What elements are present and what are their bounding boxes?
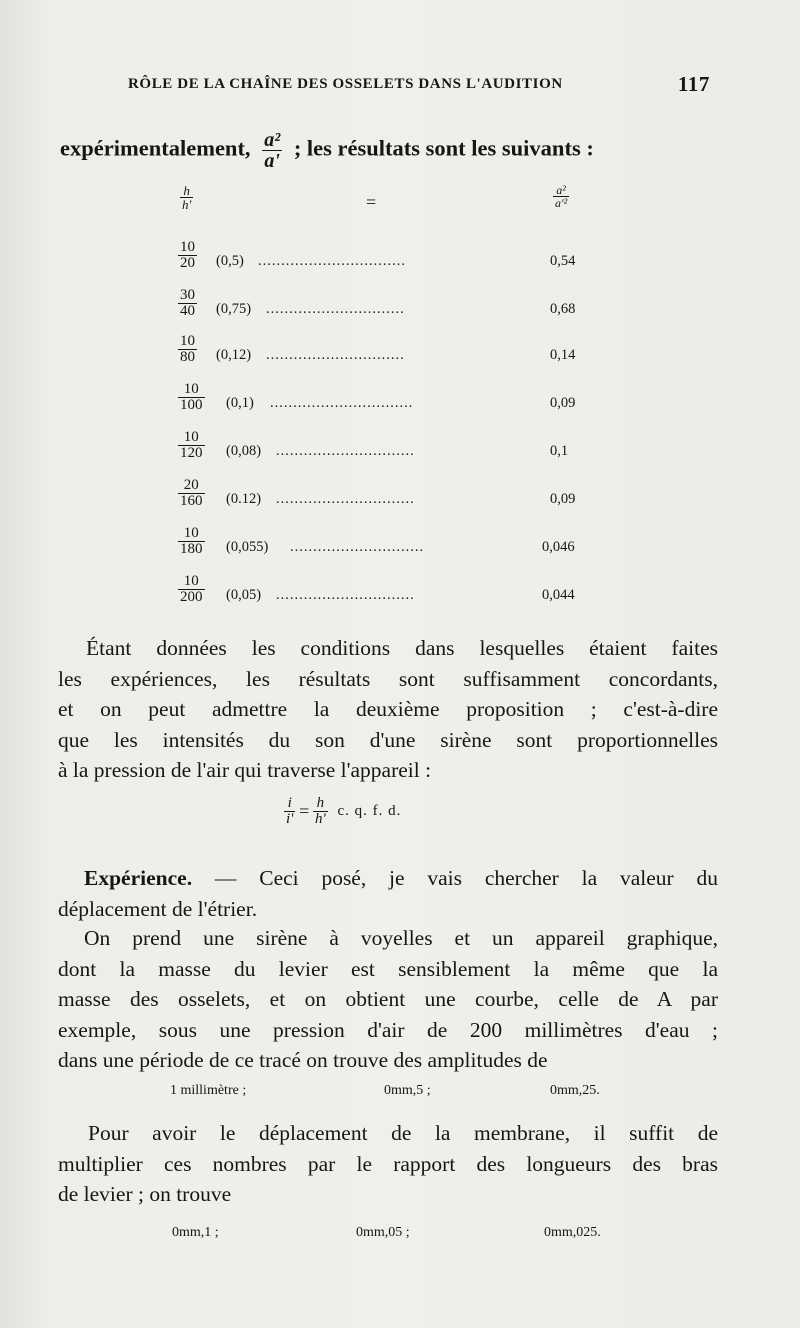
- page-number: 117: [677, 72, 710, 96]
- row-fraction: [178, 288, 197, 319]
- row-ratio: (0,05): [226, 587, 262, 603]
- measurement-item: 1 millimètre ;: [170, 1083, 247, 1098]
- paragraph-experience: [58, 863, 718, 924]
- measurement-item: 0mm,25.: [550, 1083, 600, 1098]
- paragraph-method: [58, 923, 718, 1076]
- intro-frac-den: a': [264, 150, 280, 172]
- formula-left-fraction: [284, 796, 295, 827]
- formula: [284, 796, 401, 827]
- table-row: [178, 288, 598, 334]
- row-fraction: [178, 334, 197, 365]
- row-result: 0,044: [542, 587, 575, 603]
- row-num: 10: [178, 526, 205, 542]
- row-den: 100: [180, 397, 203, 413]
- table-row: [178, 574, 598, 620]
- row-num: 10: [180, 239, 195, 255]
- measurement-item: 0mm,1 ;: [172, 1225, 219, 1240]
- column-header-right-fraction: [553, 184, 569, 209]
- formula-right-fraction: [313, 796, 328, 827]
- row-ratio: (0,75): [216, 301, 252, 317]
- row-fraction: [178, 574, 205, 605]
- column-header-left: [180, 184, 193, 211]
- row-den: 80: [180, 349, 195, 365]
- row-result: 0,046: [542, 539, 575, 555]
- row-result: 0,68: [550, 301, 576, 317]
- text-line: Étant données les conditions dans lesquelles étaient faites: [86, 636, 718, 660]
- row-ratio: (0.12): [226, 491, 262, 507]
- row-result: 0,1: [550, 443, 569, 459]
- row-fraction: [178, 478, 205, 509]
- row-leader-dots: ..............................: [276, 587, 415, 603]
- row-num: 20: [178, 478, 205, 494]
- formula-qed: c. q. f. d.: [337, 803, 402, 819]
- text-line: que les intensités du son d'une sirène sont proportionnelles: [58, 727, 718, 752]
- column-header-left-num: h: [180, 184, 193, 198]
- row-num: 10: [178, 574, 205, 590]
- text-line: [58, 863, 718, 894]
- row-result: 0,09: [550, 491, 576, 507]
- text-line: dans une période de ce tracé on trouve des amplitudes de: [58, 1048, 548, 1073]
- row-result: 0,14: [550, 347, 576, 363]
- row-fraction: [178, 526, 205, 557]
- formula-left-num: i: [284, 796, 295, 812]
- text-line: de levier ; on trouve: [58, 1182, 232, 1207]
- measurement-item: 0mm,5 ;: [384, 1083, 431, 1098]
- row-ratio: (0,055): [226, 539, 269, 555]
- row-leader-dots: ..............................: [266, 347, 405, 363]
- text-line: les expériences, les résultats sont suffisamment concordants,: [58, 666, 718, 691]
- row-ratio: (0,5): [216, 253, 244, 269]
- row-num: 30: [180, 287, 195, 303]
- row-leader-dots: ..............................: [266, 301, 405, 317]
- row-fraction: [178, 382, 205, 413]
- text-line: Pour avoir le déplacement de la membrane, il suffit de: [88, 1121, 718, 1145]
- row-result: 0,54: [550, 253, 576, 269]
- intro-line: [60, 130, 594, 171]
- table-row: [178, 526, 598, 572]
- row-leader-dots: .............................: [290, 539, 425, 555]
- column-header-equals: =: [366, 192, 377, 212]
- text-line: multiplier ces nombres par le rapport des longueurs des bras: [58, 1151, 718, 1176]
- table-row: [178, 478, 598, 524]
- table-row: [178, 334, 598, 380]
- row-den: 200: [180, 589, 203, 605]
- text-line: masse des osselets, et on obtient une courbe, celle de A par: [58, 987, 718, 1012]
- text-line: On prend une sirène à voyelles et un appareil graphique,: [84, 926, 718, 950]
- paragraph-conclusion: [58, 633, 718, 786]
- row-den: 20: [180, 255, 195, 271]
- intro-text-before: expérimentalement,: [60, 135, 251, 161]
- row-result: 0,09: [550, 395, 576, 411]
- row-num: 10: [178, 382, 205, 398]
- text-line: exemple, sous une pression d'air de 200 millimètres d'eau ;: [58, 1017, 718, 1042]
- experience-label: Expérience.: [84, 866, 193, 890]
- column-header-left-fraction: [180, 184, 193, 211]
- formula-right-num: h: [313, 796, 328, 812]
- column-header-right-num: a²: [553, 184, 569, 197]
- row-leader-dots: ..............................: [276, 491, 415, 507]
- header-title: RÔLE DE LA CHAÎNE DES OSSELETS DANS L'AUDITION: [128, 76, 563, 92]
- row-leader-dots: ..............................: [276, 443, 415, 459]
- row-leader-dots: ...............................: [270, 395, 414, 411]
- intro-fraction: [262, 130, 282, 171]
- formula-right-den: h': [315, 811, 326, 827]
- formula-left-den: i': [286, 811, 294, 827]
- row-ratio: (0,1): [226, 395, 254, 411]
- paragraph-membrane: [58, 1118, 718, 1210]
- row-fraction: [178, 430, 205, 461]
- formula-equals: =: [299, 801, 310, 821]
- intro-text-after: ; les résultats sont les suivants :: [293, 135, 594, 161]
- column-header-left-den: h': [182, 197, 192, 212]
- row-leader-dots: ................................: [258, 253, 406, 269]
- table-row: [178, 430, 598, 476]
- text-line: à la pression de l'air qui traverse l'appareil :: [58, 758, 432, 783]
- experience-text: — Ceci posé, je vais chercher la valeur du: [214, 866, 719, 890]
- row-num: 10: [178, 430, 205, 446]
- text-line: et on peut admettre la deuxième proposition ; c'est-à-dire: [58, 697, 718, 722]
- column-header-right-den: a'²: [555, 196, 568, 210]
- row-den: 40: [180, 303, 195, 319]
- row-ratio: (0,12): [216, 347, 252, 363]
- row-den: 120: [180, 445, 203, 461]
- table-row: [178, 382, 598, 428]
- row-den: 180: [180, 541, 203, 557]
- measurement-item: 0mm,025.: [544, 1225, 601, 1240]
- column-header-right: [553, 184, 569, 209]
- row-num: 10: [180, 333, 195, 349]
- row-den: 160: [180, 493, 203, 509]
- intro-frac-num: a²: [264, 129, 281, 151]
- row-ratio: (0,08): [226, 443, 262, 459]
- text-line: déplacement de l'étrier.: [58, 896, 258, 921]
- text-line: dont la masse du levier est sensiblement la même que la: [58, 956, 718, 981]
- measurement-item: 0mm,05 ;: [356, 1225, 410, 1240]
- row-fraction: [178, 240, 197, 271]
- table-row: [178, 240, 598, 286]
